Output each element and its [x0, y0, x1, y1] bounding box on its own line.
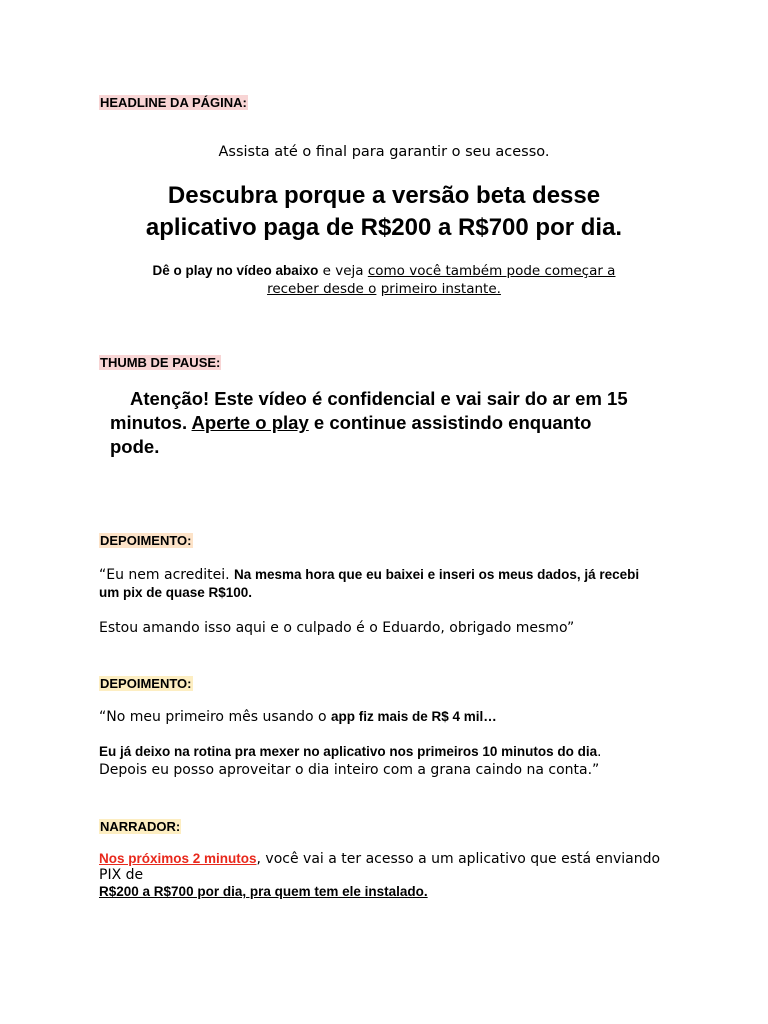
sub-link-2[interactable]: receber desde o [267, 281, 377, 297]
narrator-label: NARRADOR: [100, 819, 181, 834]
thumb-label: THUMB DE PAUSE: [100, 355, 221, 370]
testimonial-2-label: DEPOIMENTO: [100, 676, 192, 691]
sub-link-3[interactable]: primeiro instante. [380, 281, 501, 297]
testimonial-1-label: DEPOIMENTO: [100, 533, 192, 548]
testimonial-2-paragraph-2: Eu já deixo na rotina pra mexer no aplicativo nos primeiros 10 minutos do dia. Depois eu posso aproveitar o dia inteiro com a grana caindo na conta.” [99, 744, 602, 778]
sub-headline: Dê o play no vídeo abaixo e veja como você também pode começar a receber desde o primeiro instante. [152, 263, 616, 297]
press-play-link[interactable]: Aperte o play [191, 412, 309, 433]
testimonial-2-paragraph-1: “No meu primeiro mês usando o app fiz mais de R$ 4 mil… [99, 709, 497, 725]
testimonial-1-paragraph-2: Estou amando isso aqui e o culpado é o Eduardo, obrigado mesmo” [99, 620, 575, 636]
page-headline: Descubra porque a versão beta desse aplicativo paga de R$200 a R$700 por dia. [145, 182, 623, 241]
red-time-link[interactable]: Nos próximos 2 minutos [99, 851, 257, 866]
pre-headline: Assista até o final para garantir o seu acesso. [218, 144, 550, 160]
testimonial-1-text: “Eu nem acreditei. Na mesma hora que eu baixei e inseri os meus dados, já recebi um pix de quase R$100. [99, 567, 640, 600]
sub-link-1[interactable]: como você também pode começar a [367, 263, 616, 279]
narrator-text: Nos próximos 2 minutos, você vai a ter acesso a um aplicativo que está enviando PIX de R$200 a R$700 por dia, pra quem tem ele instalado. [99, 851, 661, 899]
headline-label: HEADLINE DA PÁGINA: [100, 95, 247, 110]
thumb-text: Atenção! Este vídeo é confidencial e vai sair do ar em 15 minutos. Aperte o play e continue assistindo enquanto pode. [110, 388, 628, 457]
